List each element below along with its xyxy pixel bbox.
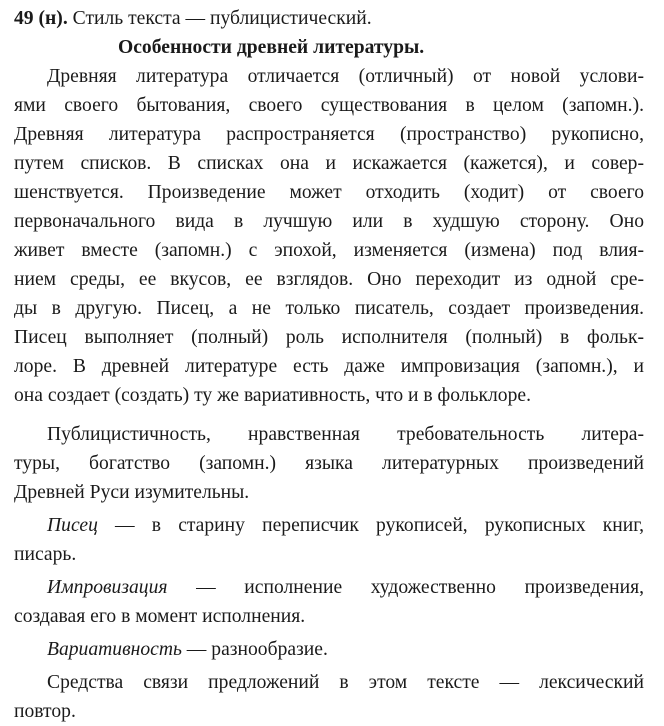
definition-line xyxy=(14,573,644,602)
definition-line: писарь. xyxy=(14,544,77,565)
paragraph-line: шенствуется. Произведение может отходить (ходит) от своего xyxy=(14,182,644,203)
paragraph-line: живет вместе (запомн.) с эпохой, изменяется (измена) под влия- xyxy=(14,240,644,261)
paragraph-line: Древняя литература отличается (отличный) от новой услови- xyxy=(47,66,644,87)
exercise-header xyxy=(14,4,644,33)
paragraph-line: первоначального вида в лучшую или в худшую сторону. Оно xyxy=(14,211,644,232)
definition-pisets xyxy=(14,511,644,569)
term-pisets: Писец xyxy=(47,515,98,536)
paragraph-line: нием среды, ее вкусов, ее взглядов. Оно переходит из одной сре- xyxy=(14,269,644,290)
definition-line: создавая его в момент исполнения. xyxy=(14,606,306,627)
definition-variativnost xyxy=(14,635,644,664)
paragraph-conclusion xyxy=(14,668,644,726)
paragraph-ancient-literature xyxy=(14,62,644,410)
paragraph-line: Древней Руси изумительны. xyxy=(14,482,250,503)
paragraph-line: Писец выполняет (полный) роль исполнителя (полный) в фольк- xyxy=(14,327,644,348)
paragraph-line: Публицистичность, нравственная требовательность литера- xyxy=(47,424,644,445)
paragraph-line: ями своего бытования, своего существования в целом (запомн.). xyxy=(14,95,644,116)
paragraph-line: лоре. В древней литературе есть даже импровизация (запомн.), и xyxy=(14,356,644,377)
definition-text: — исполнение художественно произведения, xyxy=(167,577,644,598)
definition-line xyxy=(14,635,644,664)
paragraph-line: она создает (создать) ту же вариативность, что и в фольклоре. xyxy=(14,385,531,406)
paragraph-publicistic xyxy=(14,420,644,507)
term-variativnost: Вариативность xyxy=(47,639,182,660)
paragraph-line: Древняя литература распространяется (пространство) рукописно, xyxy=(14,124,644,145)
paragraph-line: туры, богатство (запомн.) языка литературных произведений xyxy=(14,453,644,474)
definition-improvizatsiya xyxy=(14,573,644,631)
paragraph-line: путем списков. В списках она и искажается (кажется), и совер- xyxy=(14,153,644,174)
paragraph-line: повтор. xyxy=(14,701,76,722)
definition-line xyxy=(14,511,644,540)
term-improvizatsiya: Импровизация xyxy=(47,577,168,598)
definition-text: — в старину переписчик рукописей, рукописных книг, xyxy=(97,515,644,536)
exercise-style-note: Стиль текста — публицистический. xyxy=(67,8,372,29)
paragraph-line: ды в другую. Писец, а не только писатель, создает произведения. xyxy=(14,298,644,319)
paragraph-line: Средства связи предложений в этом тексте — лексический xyxy=(47,672,644,693)
spacer xyxy=(14,410,644,420)
exercise-number: 49 (н). xyxy=(14,8,68,29)
definition-text: — разнообразие. xyxy=(181,639,328,660)
textbook-page xyxy=(14,4,644,726)
text-title: Особенности древней литературы. xyxy=(118,37,425,58)
